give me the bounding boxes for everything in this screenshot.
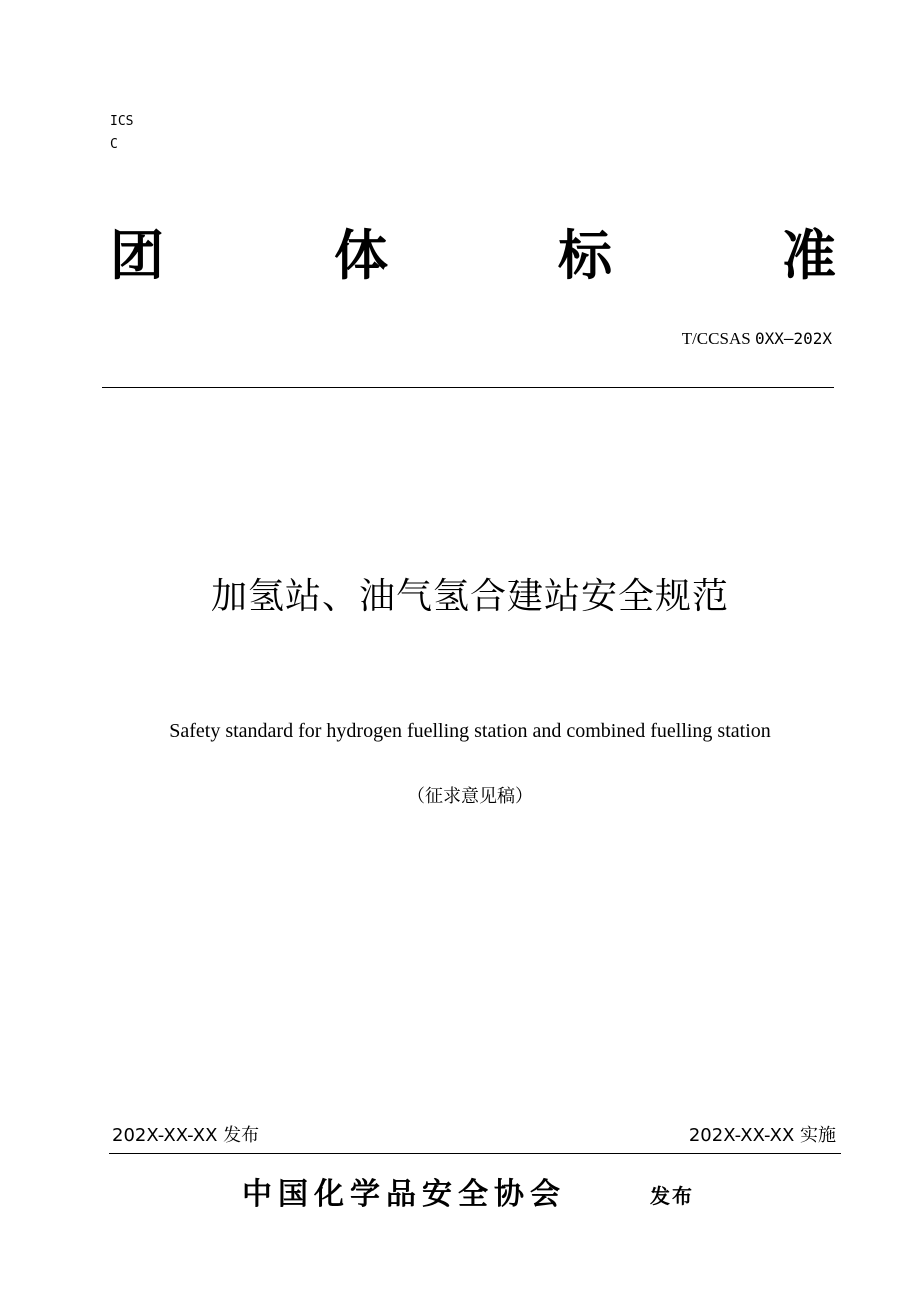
ics-code: ICS	[110, 114, 134, 129]
standard-type-char: 标	[558, 224, 612, 287]
document-title-chinese: 加氢站、油气氢合建站安全规范	[210, 576, 729, 617]
standard-type-char: 体	[334, 224, 388, 287]
footer-divider	[109, 1153, 841, 1154]
standard-type-char: 团	[110, 224, 164, 287]
publisher-name: 中国化学品安全协会	[242, 1177, 566, 1212]
standard-number-suffix: 0XX—202X	[754, 329, 832, 348]
implementation-date: 202X-XX-XX 实施	[688, 1125, 836, 1146]
classification-code: C	[110, 137, 118, 152]
header-divider	[102, 387, 834, 388]
document-title-english: Safety standard for hydrogen fuelling station and combined fuelling station	[169, 720, 771, 742]
standard-number	[682, 328, 832, 350]
standard-type-heading	[110, 224, 836, 288]
issue-date: 202X-XX-XX 发布	[112, 1125, 260, 1146]
draft-status-label: （征求意见稿）	[407, 786, 533, 807]
standard-number-prefix: T/CCSAS	[681, 329, 755, 348]
publish-label: 发布	[650, 1184, 694, 1208]
standard-type-char: 准	[782, 224, 836, 287]
